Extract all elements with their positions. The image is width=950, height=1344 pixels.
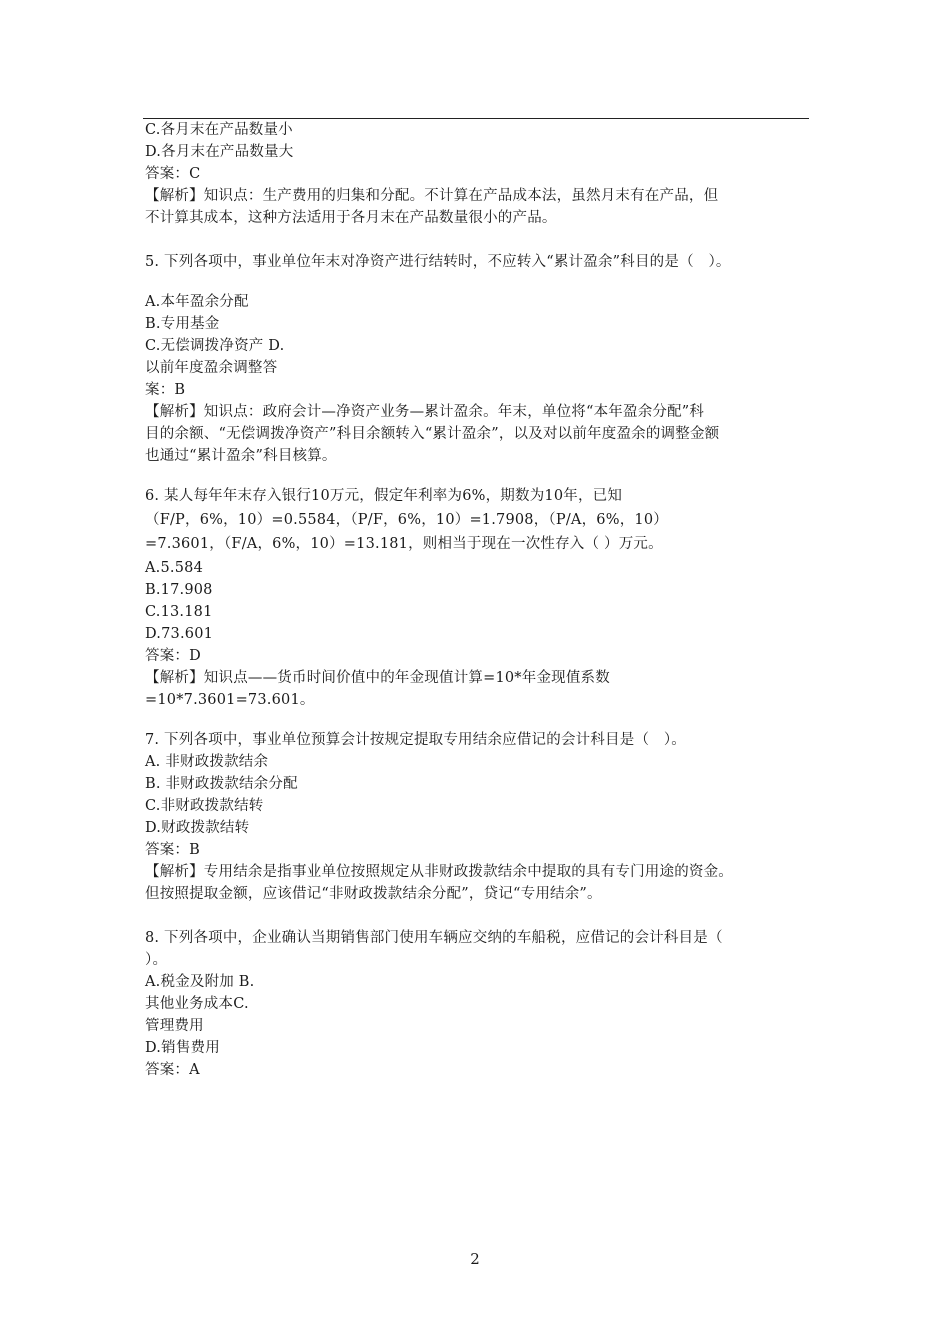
option-c-line: 管理费用 (145, 1018, 204, 1034)
page-number: 2 (470, 1250, 480, 1268)
option-d-line: D.各月末在产品数量大 (145, 144, 294, 160)
question-7-stem: 7. 下列各项中，事业单位预算会计按规定提取专用结余应借记的会计科目是（ ）。 (145, 732, 686, 748)
option-d-line: D.财政拨款结转 (145, 820, 250, 836)
option-a-line: A.税金及附加 B. (145, 974, 255, 990)
option-a-line: A.5.584 (145, 560, 203, 576)
question-6-stem: =7.3601，（F/A，6%，10）=13.181，则相当于现在一次性存入（ ）万元。 (145, 536, 663, 552)
question-8-stem: ）。 (145, 952, 168, 968)
question-5-stem: 5. 下列各项中，事业单位年末对净资产进行结转时，不应转入“累计盈余”科目的是（ ）。 (145, 254, 731, 270)
explanation-line: =10*7.3601=73.601。 (145, 692, 315, 708)
explanation-line: 【解析】知识点——货币时间价值中的年金现值计算=10*年金现值系数 (145, 670, 610, 686)
option-a-line: A.本年盈余分配 (145, 294, 249, 310)
option-d-line: 以前年度盈余调整答 (145, 360, 278, 376)
explanation-line: 不计算其成本，这种方法适用于各月末在产品数量很小的产品。 (145, 210, 557, 226)
question-8-stem: 8. 下列各项中，企业确认当期销售部门使用车辆应交纳的车船税，应借记的会计科目是（ (145, 930, 723, 946)
option-c-line: C.各月末在产品数量小 (145, 122, 293, 138)
option-d-line: D.73.601 (145, 626, 214, 642)
option-a-line: A. 非财政拨款结余 (145, 754, 269, 770)
explanation-line: 【解析】专用结余是指事业单位按照规定从非财政拨款结余中提取的具有专门用途的资金。 (145, 864, 733, 880)
explanation-line: 但按照提取金额，应该借记“非财政拨款结余分配”，贷记“专用结余”。 (145, 886, 602, 902)
option-c-line: C.非财政拨款结转 (145, 798, 264, 814)
answer-line: 答案：A (145, 1062, 200, 1078)
answer-line: 答案：B (145, 842, 200, 858)
option-b-line: B.17.908 (145, 582, 213, 598)
explanation-line: 【解析】知识点：生产费用的归集和分配。不计算在产品成本法，虽然月末有在产品，但 (145, 188, 719, 204)
option-d-line: D.销售费用 (145, 1040, 220, 1056)
option-c-line: C.无偿调拨净资产 D. (145, 338, 285, 354)
question-6-stem: （F/P，6%，10）=0.5584，（P/F，6%，10）=1.7908，（P/A，6%，10） (145, 512, 668, 528)
explanation-line: 目的余额、“无偿调拨净资产”科目余额转入“累计盈余”，以及对以前年度盈余的调整金额 (145, 426, 720, 442)
option-b-line: B. 非财政拨款结余分配 (145, 776, 298, 792)
option-b-line: B.专用基金 (145, 316, 220, 332)
explanation-line: 【解析】知识点：政府会计—净资产业务—累计盈余。年末，单位将“本年盈余分配”科 (145, 404, 705, 420)
question-6-stem: 6. 某人每年年末存入银行10万元，假定年利率为6%，期数为10年，已知 (145, 488, 623, 504)
answer-line: 案：B (145, 382, 186, 398)
explanation-line: 也通过“累计盈余”科目核算。 (145, 448, 337, 464)
option-b-line: 其他业务成本C. (145, 996, 249, 1012)
answer-line: 答案：D (145, 648, 201, 664)
answer-line: 答案：C (145, 166, 201, 182)
option-c-line: C.13.181 (145, 604, 213, 620)
